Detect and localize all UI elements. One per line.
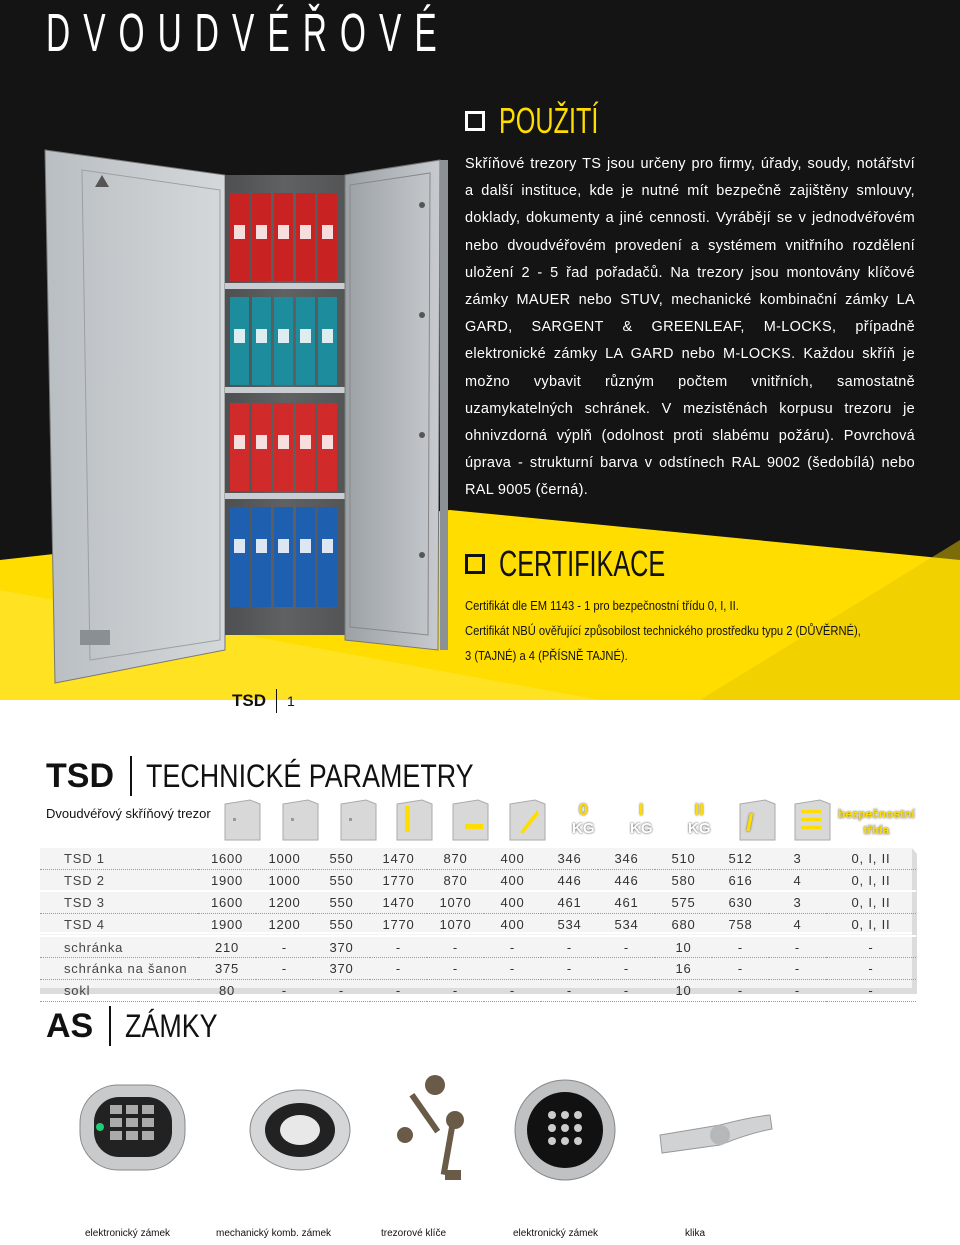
table-cell: 1470: [370, 848, 427, 869]
table-cell: 512: [712, 848, 769, 869]
lock-label-electronic: elektronický zámek: [85, 1228, 171, 1239]
safe-keys-icon: [397, 1075, 464, 1180]
lock-label-combination: mechanický komb. zámek: [216, 1228, 332, 1239]
lock-label-handle: klika: [685, 1228, 706, 1239]
table-cell: 3: [769, 848, 826, 869]
table-cell: 461: [541, 891, 598, 913]
table-cell: 0, I, II: [826, 848, 916, 869]
table-cell: 0, I, II: [826, 891, 916, 913]
table-cell: -: [541, 936, 598, 958]
locks-heading: [46, 1006, 235, 1046]
table-cell: 550: [313, 891, 370, 913]
locks-abbr: AS: [46, 1006, 94, 1045]
table-cell: 550: [313, 914, 370, 936]
table-cell: 4: [769, 869, 826, 891]
usage-title: POUŽITÍ: [499, 100, 599, 141]
square-bullet-icon: [465, 554, 485, 574]
locks-gallery: [60, 1065, 940, 1205]
technical-title: TECHNICKÉ PARAMETRY: [146, 757, 474, 794]
lock-label-keys: trezorové klíče: [381, 1228, 447, 1239]
table-cell: -: [598, 958, 655, 980]
table-cell: 210: [198, 936, 256, 958]
technical-table: [40, 848, 916, 1002]
table-row: [40, 869, 916, 891]
table-cell: 1070: [427, 914, 484, 936]
table-cell: 4: [769, 914, 826, 936]
divider: [109, 1006, 111, 1046]
table-cell: 1770: [370, 914, 427, 936]
row-label: TSD 3: [40, 891, 198, 913]
column-header-icons: [215, 796, 835, 846]
table-cell: 346: [598, 848, 655, 869]
table-row: [40, 891, 916, 913]
table-row: [40, 848, 916, 869]
table-cell: 446: [541, 869, 598, 891]
table-cell: -: [427, 980, 484, 1002]
usage-paragraph: [465, 151, 915, 505]
table-cell: 0, I, II: [826, 869, 916, 891]
usage-text: Skříňové trezory TS jsou určeny pro firmy, úřady, soudy, notářství a další instituce, kde je nutné mít bezpečně zajištěny smlouvy, doklady, dokumenty a jiné cennosti. Vyrábějí se v jednodvéřovém nebo dvoudvéřovém provedení a systémem vnitřního rozdělení uložení 2 - 5 řad pořadačů. Na trezory jsou montovány klíčové zámky MAUER nebo STUV, mechanické kombinační zámky LA GARD, SARGENT & GREENLEAF, M-LOCKS, případně elektronické zámky LA GARD nebo M-LOCKS. Každou skříň je možno vybavit různým počtem vnitřních, samostatně uzamykatelných schránek. V mezistěnách korpusu trezoru je ohnivzdorná výplň (odolnost proti slabému požáru). Povrchová úprava - strukturní barva v odstínech RAL 9002 (šedobílá) nebo RAL 9005 (černá).: [465, 156, 915, 499]
table-cell: -: [370, 980, 427, 1002]
table-cell: 1000: [256, 848, 313, 869]
width-dimension-icon: [283, 800, 318, 840]
table-cell: -: [484, 980, 541, 1002]
table-cell: -: [826, 980, 916, 1002]
height-dimension-icon: [225, 800, 260, 840]
table-cell: 400: [484, 891, 541, 913]
safe-illustration: [40, 135, 450, 695]
inner-width-icon: [453, 800, 488, 840]
table-cell: 680: [655, 914, 712, 936]
security-class-header: bezpečnostní třída: [838, 807, 915, 837]
table-cell: 1900: [198, 869, 256, 891]
handle-icon: [660, 1115, 772, 1153]
inner-depth-icon: [510, 800, 545, 840]
table-cell: 370: [313, 958, 370, 980]
table-cell: -: [313, 980, 370, 1002]
table-cell: -: [769, 958, 826, 980]
technical-subtitle: Dvoudvéřový skříňový trezor: [46, 806, 211, 821]
table-cell: 534: [598, 914, 655, 936]
table-cell: 3: [769, 891, 826, 913]
table-row: [40, 980, 916, 1002]
table-cell: -: [598, 936, 655, 958]
table-cell: 16: [655, 958, 712, 980]
row-label: schránka na šanon: [40, 958, 198, 980]
table-cell: 446: [598, 869, 655, 891]
certification-text: [465, 593, 925, 668]
table-cell: 370: [313, 936, 370, 958]
table-cell: 0, I, II: [826, 914, 916, 936]
weight-class-1-header: I KG: [630, 800, 653, 837]
table-cell: 630: [712, 891, 769, 913]
table-cell: -: [712, 958, 769, 980]
row-label: sokl: [40, 980, 198, 1002]
table-cell: -: [712, 936, 769, 958]
technical-table-body: [40, 848, 916, 1001]
table-row: [40, 936, 916, 958]
round-electronic-lock-icon: [515, 1080, 615, 1180]
technical-heading: [46, 756, 536, 796]
table-cell: -: [769, 980, 826, 1002]
table-cell: -: [256, 936, 313, 958]
table-cell: -: [484, 936, 541, 958]
square-bullet-icon: [465, 111, 485, 131]
table-cell: -: [769, 936, 826, 958]
table-cell: 400: [484, 914, 541, 936]
combination-dial-lock-icon: [250, 1090, 350, 1170]
row-label: TSD 1: [40, 848, 198, 869]
technical-abbr: TSD: [46, 756, 114, 795]
certification-line-3: 3 (TAJNÉ) a 4 (PŘÍSNĚ TAJNÉ).: [465, 648, 628, 663]
table-cell: -: [427, 936, 484, 958]
table-cell: -: [598, 980, 655, 1002]
table-cell: -: [370, 936, 427, 958]
table-cell: 1070: [427, 891, 484, 913]
electronic-keypad-lock-icon: [80, 1085, 185, 1170]
page-title: DVOUDVÉŘOVÉ: [46, 3, 450, 63]
row-label: TSD 4: [40, 914, 198, 936]
table-cell: 575: [655, 891, 712, 913]
table-cell: 550: [313, 869, 370, 891]
table-row: [40, 914, 916, 936]
table-row: [40, 958, 916, 980]
table-cell: 510: [655, 848, 712, 869]
divider: [276, 689, 277, 713]
table-cell: 870: [427, 848, 484, 869]
table-cell: 346: [541, 848, 598, 869]
table-cell: -: [484, 958, 541, 980]
table-cell: -: [427, 958, 484, 980]
table-cell: -: [826, 958, 916, 980]
table-cell: -: [712, 980, 769, 1002]
row-label: TSD 2: [40, 869, 198, 891]
table-cell: -: [256, 958, 313, 980]
certification-line-2: Certifikát NBÚ ověřující způsobilost technického prostředku typu 2 (DŮVĚRNÉ),: [465, 623, 861, 638]
image-caption: [232, 689, 295, 713]
table-cell: 1770: [370, 869, 427, 891]
table-cell: 10: [655, 980, 712, 1002]
table-cell: 758: [712, 914, 769, 936]
table-cell: 400: [484, 869, 541, 891]
depth-dimension-icon: [341, 800, 376, 840]
table-cell: 461: [598, 891, 655, 913]
table-cell: 580: [655, 869, 712, 891]
table-cell: 870: [427, 869, 484, 891]
lock-label-electronic-2: elektronický zámek: [513, 1228, 599, 1239]
usage-heading: [465, 100, 641, 142]
shelf-count-header: l: [746, 810, 753, 837]
table-cell: 10: [655, 936, 712, 958]
table-cell: 400: [484, 848, 541, 869]
table-cell: 1900: [198, 914, 256, 936]
table-cell: -: [370, 958, 427, 980]
table-cell: -: [256, 980, 313, 1002]
table-cell: 1200: [256, 891, 313, 913]
certification-line-1: Certifikát dle EM 1143 - 1 pro bezpečnostní třídu 0, I, II.: [465, 598, 739, 613]
table-cell: -: [826, 936, 916, 958]
certification-title: CERTIFIKACE: [499, 543, 666, 584]
table-cell: 534: [541, 914, 598, 936]
row-label: schránka: [40, 936, 198, 958]
table-cell: 1000: [256, 869, 313, 891]
certification-heading: [465, 543, 736, 585]
table-cell: 1600: [198, 848, 256, 869]
divider: [130, 756, 132, 796]
table-cell: 1470: [370, 891, 427, 913]
weight-class-0-header: 0 KG: [572, 800, 595, 837]
table-cell: 375: [198, 958, 256, 980]
locks-title: ZÁMKY: [125, 1007, 218, 1044]
inner-height-icon: [397, 800, 432, 840]
table-cell: 80: [198, 980, 256, 1002]
weight-class-2-header: II KG: [688, 800, 711, 837]
table-cell: 550: [313, 848, 370, 869]
table-cell: 1200: [256, 914, 313, 936]
table-cell: -: [541, 980, 598, 1002]
table-cell: 616: [712, 869, 769, 891]
table-cell: 1600: [198, 891, 256, 913]
image-caption-model: TSD: [232, 691, 266, 710]
table-cell: -: [541, 958, 598, 980]
image-caption-number: 1: [287, 693, 295, 709]
